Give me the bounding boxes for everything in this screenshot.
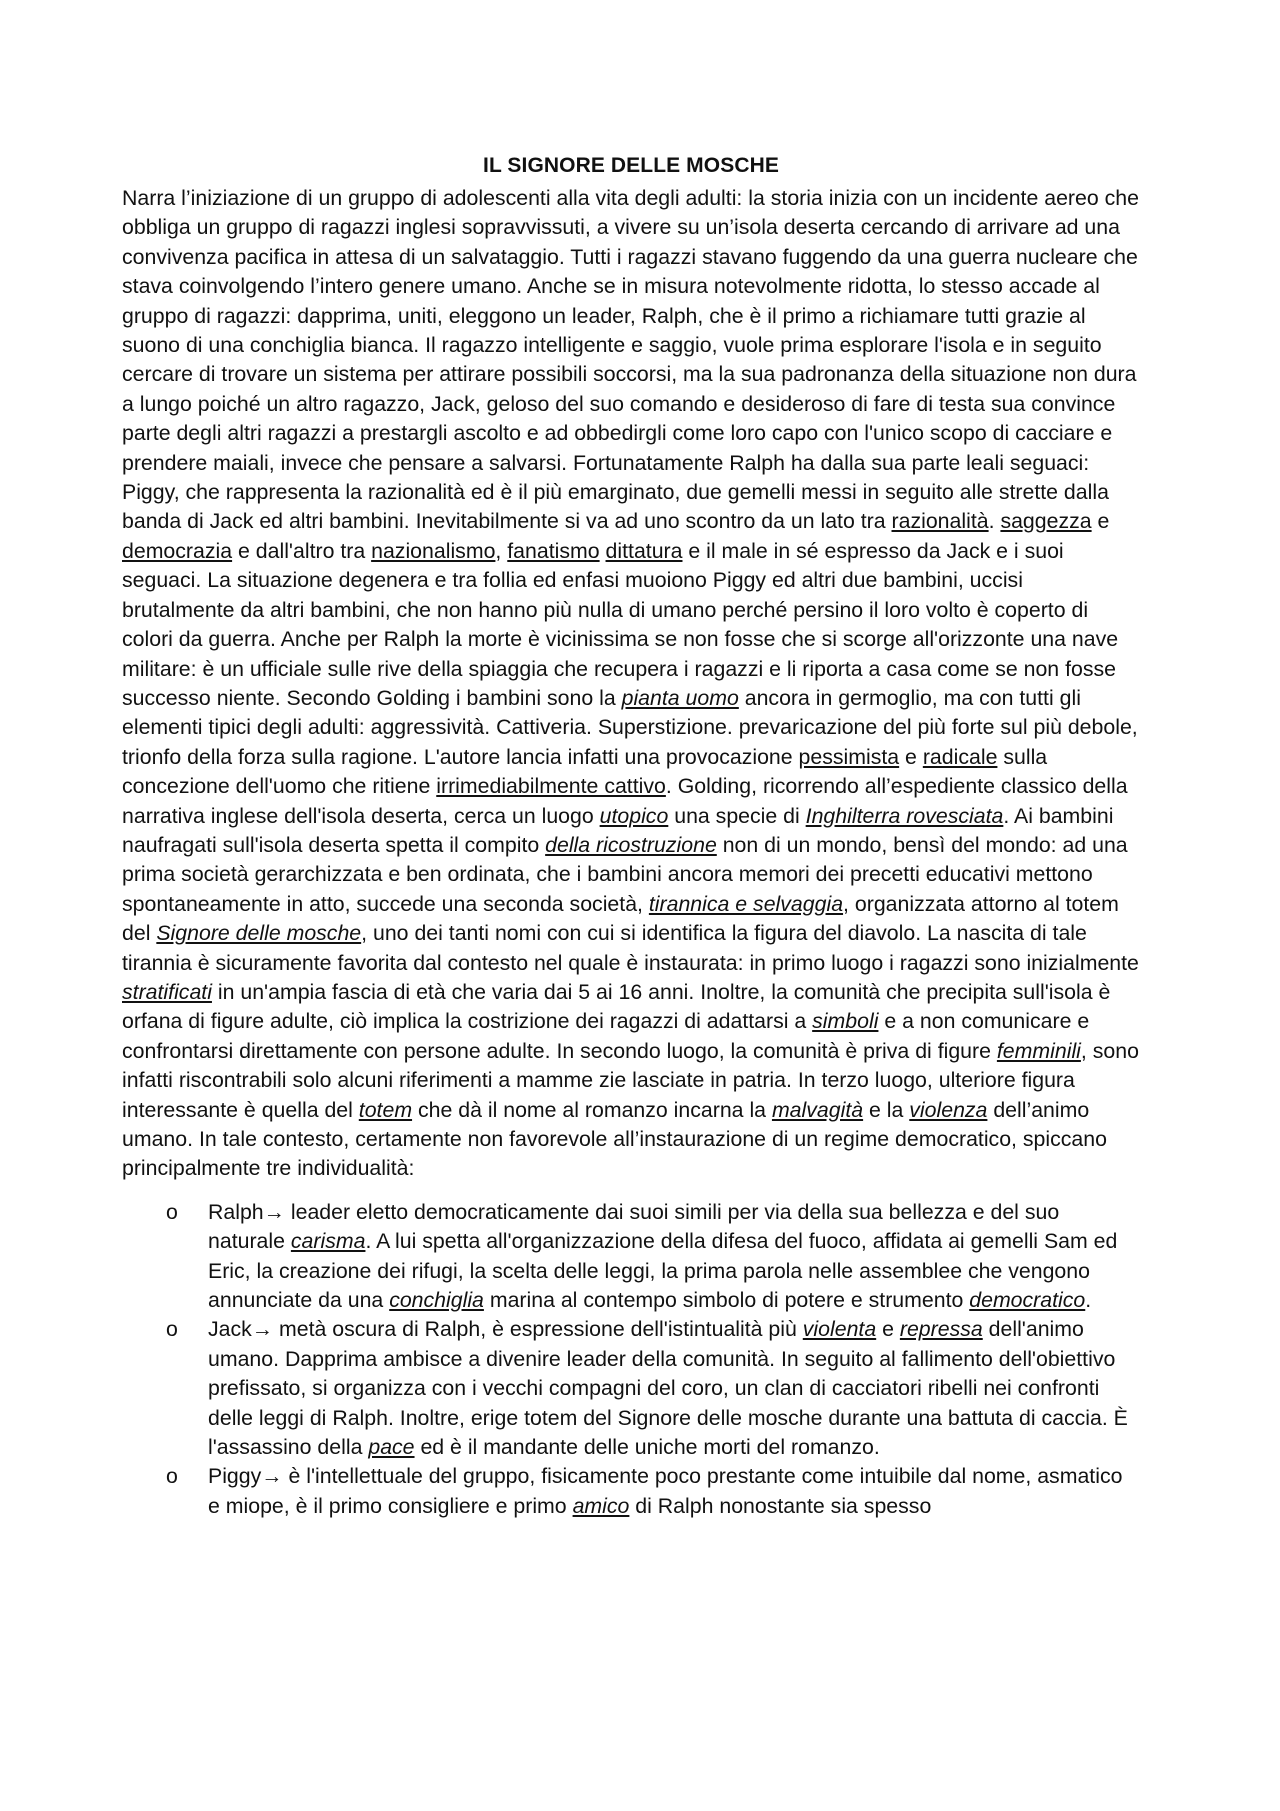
emphasized-term: malvagità xyxy=(771,1097,864,1122)
text-run: marina al contempo simbolo di potere e strumento xyxy=(483,1288,970,1313)
text-run: una specie di xyxy=(668,803,806,828)
emphasized-term: repressa xyxy=(899,1317,983,1342)
text-run: e xyxy=(876,1317,900,1342)
text-run: e xyxy=(1091,509,1110,534)
emphasized-term: simboli xyxy=(812,1009,879,1034)
text-run: Narra l’iniziazione di un gruppo di adolescenti alla vita degli adulti: la storia inizia con un incidente aereo che obbliga un gruppo di ragazzi inglesi sopravvissuti, a vivere su un’isola deserta cercando di arrivare ad una convivenza pacifica in attesa di un salvataggio. Tutti i ragazzi stavano fuggendo da una guerra nucleare che stava coinvolgendo l’intero genere umano. Anche se in misura notevolmente ridotta, lo stesso accade al gruppo di ragazzi: dapprima, uniti, eleggono un leader, Ralph, che è il primo a richiamare tutti grazie al suono di una conchiglia bianca. Il ragazzo intelligente e saggio, vuole prima esplorare l'isola e in seguito cercare di trovare un sistema per attirare possibili soccorsi, ma la sua padronanza della situazione non dura a lungo poiché un altro ragazzo, Jack, geloso del suo comando e desideroso di fare di testa sua convince parte degli altri ragazzi a prestargli ascolto e ad obbedirgli come loro capo con l'unico scopo di cacciare e prendere maiali, invece che pensare a salvarsi. Fortunatamente Ralph ha dalla sua parte leali seguaci: Piggy, che rappresenta la razionalità ed è il più emarginato, due gemelli messi in seguito alle strette dalla banda di Jack ed altri bambini. Inevitabilmente si va ad uno scontro da un lato tra xyxy=(122,186,1139,534)
text-run: , xyxy=(495,538,508,563)
bullet-marker: o xyxy=(166,1317,178,1342)
text-run: e a non comunicare e confrontarsi direttamente con persone adulte. In secondo luogo, la comunità è priva di figure xyxy=(122,1009,1090,1063)
text-run: , sono infatti riscontrabili solo alcuni riferimenti a mamme zie lasciate in patria. In terzo luogo, ulteriore figura interessante è quella del xyxy=(122,1038,1139,1122)
emphasized-term: razionalità xyxy=(891,509,989,534)
character-item-piggy xyxy=(122,1462,1140,1521)
arrow-right-icon: → xyxy=(251,1317,274,1342)
text-run: dell’animo umano. In tale contesto, certamente non favorevole all’instaurazione di un regime democratico, spiccano principalmente tre individualità: xyxy=(122,1097,1107,1181)
text-run: . xyxy=(1085,1288,1092,1313)
emphasized-term: democratico xyxy=(969,1288,1086,1313)
emphasized-term: nazionalismo xyxy=(371,538,496,563)
text-run: di Ralph nonostante sia spesso xyxy=(629,1493,932,1518)
character-name: Piggy xyxy=(208,1464,262,1489)
emphasized-term: Signore delle mosche xyxy=(156,921,362,946)
text-run: è l'intellettuale del gruppo, fisicamente poco prestante come intuibile dal nome, asmatico e miope, è il primo consigliere e primo xyxy=(208,1464,1123,1518)
emphasized-term: amico xyxy=(572,1493,630,1518)
text-run: e il male in sé espresso da Jack e i suoi seguaci. La situazione degenera e tra follia ed enfasi muoiono Piggy ed altri due bambini, uccisi brutalmente da altri bambini, che non hanno più nulla di umano perché persino il loro volto è coperto di colori da guerra. Anche per Ralph la morte è vicinissima se non fosse che si scorge all'orizzonte una nave militare: è un ufficiale sulle rive della spiaggia che recupera i ragazzi e li riporta a casa come se non fosse successo niente. Secondo Golding i bambini sono la xyxy=(122,538,1119,710)
text-run: e xyxy=(899,744,923,769)
arrow-right-icon: → xyxy=(261,1464,283,1489)
emphasized-term: pace xyxy=(368,1435,415,1460)
document-title: IL SIGNORE DELLE MOSCHE xyxy=(483,154,779,177)
bullet-marker: o xyxy=(166,1199,178,1224)
emphasized-term: Inghilterra rovesciata xyxy=(805,803,1004,828)
emphasized-term: radicale xyxy=(922,744,998,769)
arrow-right-icon: → xyxy=(263,1199,285,1224)
emphasized-term: tirannica e selvaggia xyxy=(648,891,844,916)
character-item-jack xyxy=(122,1315,1140,1462)
character-item-ralph xyxy=(122,1198,1140,1316)
text-run: metà oscura di Ralph, è espressione dell'istintualità più xyxy=(273,1317,803,1342)
text-run: che dà il nome al romanzo incarna la xyxy=(412,1097,772,1122)
text-run: non di un mondo, bensì del mondo: ad una prima società gerarchizzata e ben ordinata, che i bambini ancora memori dei precetti educativi mettono spontaneamente in atto, succede una seconda società, xyxy=(122,832,1128,916)
character-name: Ralph xyxy=(208,1199,264,1224)
emphasized-term: irrimediabilmente cattivo xyxy=(436,774,666,799)
text-run: e la xyxy=(863,1097,910,1122)
emphasized-term: fanatismo xyxy=(507,538,600,563)
text-run: . A lui spetta all'organizzazione della difesa del fuoco, affidata ai gemelli Sam ed Eric, la creazione dei rifugi, la scelta delle leggi, la prima parola nelle assemblee che vengono annunciate da una xyxy=(208,1229,1118,1313)
characters-list xyxy=(122,1198,1140,1521)
emphasized-term: dittatura xyxy=(605,538,683,563)
emphasized-term: stratificati xyxy=(122,979,212,1004)
text-run: , uno dei tanti nomi con cui si identifica la figura del diavolo. La nascita di tale tirannia è sicuramente favorita dal contesto nel quale è instaurata: in primo luogo i ragazzi sono inizialmente xyxy=(122,921,1139,975)
emphasized-term: conchiglia xyxy=(389,1288,484,1313)
text-run: , organizzata attorno al totem del xyxy=(122,891,1119,946)
text-run: . Golding, ricorrendo all’espediente classico della narrativa inglese dell'isola deserta, cerca un luogo xyxy=(122,774,1128,828)
bullet-marker: o xyxy=(166,1464,178,1489)
text-run: in un'ampia fascia di età che varia dai 5 ai 16 anni. Inoltre, la comunità che precipita sull'isola è orfana di figure adulte, ciò implica la costrizione dei ragazzi di adattarsi a xyxy=(122,979,1111,1034)
emphasized-term: carisma xyxy=(290,1229,366,1254)
text-run: e dall'altro tra xyxy=(232,538,372,563)
emphasized-term: totem xyxy=(358,1097,413,1122)
emphasized-term: utopico xyxy=(599,803,669,828)
emphasized-term: saggezza xyxy=(1000,509,1092,534)
emphasized-term: violenta xyxy=(802,1317,877,1342)
text-run: sulla concezione dell'uomo che ritiene xyxy=(122,744,1048,799)
emphasized-term: violenza xyxy=(909,1097,988,1122)
text-run: ancora in germoglio, ma con tutti gli elementi tipici degli adulti: aggressività. Cattiveria. Superstizione. prevaricazione del più forte sul più debole, trionfo della forza sulla ragione. L'autore lancia infatti una provocazione xyxy=(122,685,1138,769)
intro-paragraph xyxy=(122,184,1140,1184)
text-run: ed è il mandante delle uniche morti del romanzo. xyxy=(414,1435,880,1460)
text-run: dell'animo umano. Dapprima ambisce a divenire leader della comunità. In seguito al fallimento dell'obiettivo prefissato, si organizza con i vecchi compagni del coro, un clan di cacciatori ribelli nei confronti delle leggi di Ralph. Inoltre, erige totem del Signore delle mosche durante una battuta di caccia. È l'assassino della xyxy=(208,1317,1128,1460)
emphasized-term: pessimista xyxy=(798,744,900,769)
emphasized-term: femminili xyxy=(996,1038,1081,1063)
text-run: . xyxy=(988,509,1001,534)
emphasized-term: della ricostruzione xyxy=(545,832,717,857)
text-run: . Ai bambini naufragati sull'isola deserta spetta il compito xyxy=(122,803,1114,857)
emphasized-term: pianta uomo xyxy=(621,685,739,710)
emphasized-term: democrazia xyxy=(122,538,233,563)
text-run: leader eletto democraticamente dai suoi simili per via della sua bellezza e del suo naturale xyxy=(208,1199,1060,1254)
character-name: Jack xyxy=(208,1317,252,1342)
